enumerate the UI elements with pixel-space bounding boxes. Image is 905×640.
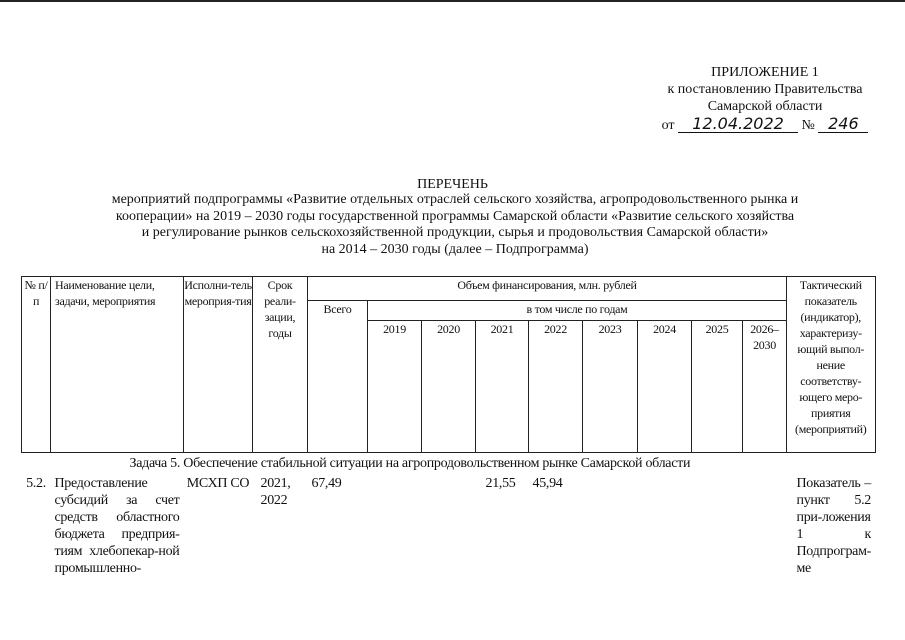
header-year-2022: 2022: [529, 321, 583, 453]
header-name: Наименование цели, задачи, мероприятия: [51, 277, 184, 453]
appendix-title: ПРИЛОЖЕНИЕ 1: [711, 65, 819, 80]
header-total: Всего: [308, 301, 368, 453]
header-by-years: в том числе по годам: [368, 301, 787, 321]
appendix-line-resolution: к постановлению Правительства: [667, 82, 863, 97]
task-row: Задача 5. Обеспечение стабильной ситуации на агропродовольственном рынке Самарской области: [129, 456, 691, 471]
row-term: 2021, 2022: [260, 475, 291, 508]
row-total: 67,49: [311, 475, 342, 491]
row-2022: 45,94: [532, 475, 563, 491]
description-line-4: на 2014 – 2030 годы (далее – Подпрограмма): [321, 241, 589, 257]
measures-table: [21, 276, 876, 577]
header-year-2026-2030: 2026–2030: [743, 321, 787, 453]
date-prefix: от: [661, 118, 675, 133]
task-row-spacer: [787, 453, 876, 475]
header-num: № п/п: [22, 277, 51, 453]
row-indicator: Показатель – пункт 5.2 при-ложения 1 к Подпрограм-ме: [796, 475, 871, 576]
document-title: ПЕРЕЧЕНЬ: [417, 177, 488, 192]
header-year-2020: 2020: [422, 321, 476, 453]
page-top-border: [0, 0, 905, 2]
row-executor: МСХП СО: [186, 475, 250, 491]
row-name: Предоставление субсидий за счет средств областного бюджета предприя-тиям хлебопекар-ной промышленно-: [54, 475, 180, 576]
description-line-2: кооперации» на 2019 – 2030 годы государственной программы Самарской области «Развитие сельского хозяйства: [115, 208, 795, 224]
row-2019: [368, 475, 422, 577]
row-2023: [583, 475, 638, 577]
handwritten-date: 12.04.2022: [678, 115, 798, 133]
handwritten-number: 246: [818, 115, 868, 133]
appendix-line-region: Самарской области: [707, 99, 823, 114]
description-line-3: и регулирование рынков сельскохозяйственной продукции, сырья и продовольствия Самарской области»: [141, 225, 769, 240]
appendix-header: [640, 64, 890, 134]
header-executor: Исполни-тель мероприя-тия: [184, 277, 253, 453]
row-2026-2030: [743, 475, 787, 577]
header-year-2019: 2019: [368, 321, 422, 453]
header-year-2021: 2021: [476, 321, 529, 453]
row-2025: [692, 475, 743, 577]
header-year-2024: 2024: [638, 321, 692, 453]
document-description: [60, 192, 850, 258]
number-prefix: №: [801, 118, 815, 133]
row-2020: [422, 475, 476, 577]
row-num: 5.2.: [26, 475, 46, 491]
appendix-date-line: [640, 115, 890, 134]
header-term: Срок реали-зации, годы: [253, 277, 308, 453]
row-2021: 21,55: [485, 475, 516, 491]
description-line-1: мероприятий подпрограммы «Развитие отдельных отраслей сельского хозяйства, агропродовольственного рынка и: [111, 192, 799, 207]
header-year-2025: 2025: [692, 321, 743, 453]
header-year-2023: 2023: [583, 321, 638, 453]
row-2024: [638, 475, 692, 577]
header-indicator: Тактический показатель (индикатор), характеризу-ющий выпол-нение соответству-ющего меро-приятия (мероприятий): [787, 277, 876, 453]
header-funding: Объем финансирования, млн. рублей: [308, 277, 787, 301]
